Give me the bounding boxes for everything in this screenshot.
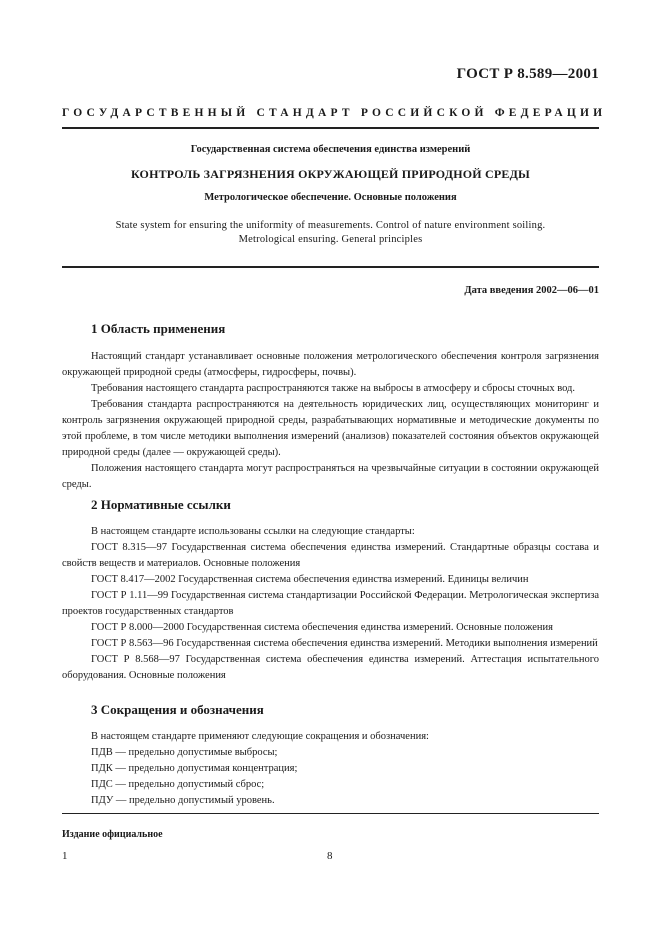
title-rule <box>62 266 599 268</box>
footer-rule <box>62 813 599 814</box>
paragraph: Требования настоящего стандарта распространяются также на выбросы в атмосферу и сбросы сточных вод. <box>91 383 576 394</box>
reference-item: В настоящем стандарте использованы ссылки на следующие стандарты: <box>91 526 415 537</box>
reference-item: ГОСТ 8.417—2002 Государственная система обеспечения единства измерений. Единицы величин <box>91 574 529 585</box>
english-title-line-1: State system for ensuring the uniformity of measurements. Control of nature environment soiling. <box>115 220 546 231</box>
state-standard-title: ГОСУДАРСТВЕННЫЙ СТАНДАРТ РОССИЙСКОЙ ФЕДЕРАЦИИ <box>62 107 607 119</box>
reference-item: ГОСТ 8.315—97 Государственная система обеспечения единства измерений. Стандартные образцы состава и свойств веществ и материалов. Основные положения <box>62 542 599 569</box>
reference-item: ГОСТ Р 8.000—2000 Государственная система обеспечения единства измерений. Основные положения <box>91 622 553 633</box>
introduction-date: Дата введения 2002—06—01 <box>464 285 599 296</box>
section-1-heading: 1 Область применения <box>91 321 226 336</box>
reference-item: ГОСТ Р 8.563—96 Государственная система обеспечения единства измерений. Методики выполнения измерений <box>91 638 598 649</box>
top-rule <box>62 127 599 129</box>
section-3-body <box>62 729 599 809</box>
gost-number: ГОСТ Р 8.589—2001 <box>456 66 599 82</box>
paragraph: Настоящий стандарт устанавливает основные положения метрологического обеспечения контроля загрязнения окружающей природной среды (атмосферы, гидросферы, почвы). <box>62 351 599 378</box>
system-name: Государственная система обеспечения единства измерений <box>190 144 471 155</box>
paragraph: Положения настоящего стандарта могут распространяться на чрезвычайные ситуации в состоянии окружающей среды. <box>62 463 599 490</box>
english-title-line-2: Metrological ensuring. General principles <box>238 234 423 245</box>
abbreviation-item: В настоящем стандарте применяют следующие сокращения и обозначения: <box>91 731 429 742</box>
paragraph: Требования стандарта распространяются на деятельность юридических лиц, осуществляющих мониторинг и контроль загрязнения окружающей природной среды, разрабатывающих нормативные и методические документы по этой проблеме, в том числе методики выполнения измерений (анализов) показателей состояния объектов окружающей природной среды (далее — окружающей среды). <box>62 399 599 458</box>
english-title <box>62 219 599 247</box>
section-2-heading: 2 Нормативные ссылки <box>91 497 231 512</box>
section-3-heading: 3 Сокращения и обозначения <box>91 702 264 717</box>
abbreviation-item: ПДВ — предельно допустимые выбросы; <box>91 747 278 758</box>
reference-item: ГОСТ Р 8.568—97 Государственная система обеспечения единства измерений. Аттестация испытательного оборудования. Основные положения <box>62 654 599 681</box>
reference-item: ГОСТ Р 1.11—99 Государственная система стандартизации Российской Федерации. Метрологическая экспертиза проектов государственных стандартов <box>62 590 599 617</box>
abbreviation-item: ПДС — предельно допустимый сброс; <box>91 779 265 790</box>
abbreviation-item: ПДК — предельно допустимая концентрация; <box>91 763 298 774</box>
document-subtitle: Метрологическое обеспечение. Основные положения <box>204 192 457 203</box>
document-title: КОНТРОЛЬ ЗАГРЯЗНЕНИЯ ОКРУЖАЮЩЕЙ ПРИРОДНОЙ СРЕДЫ <box>130 167 531 181</box>
sheet-number: 1 <box>62 850 68 862</box>
page-number: 8 <box>327 850 333 862</box>
official-edition-label: Издание официальное <box>62 829 163 840</box>
section-1-body <box>62 349 599 493</box>
abbreviation-item: ПДУ — предельно допустимый уровень. <box>91 795 275 806</box>
section-2-body <box>62 524 599 684</box>
